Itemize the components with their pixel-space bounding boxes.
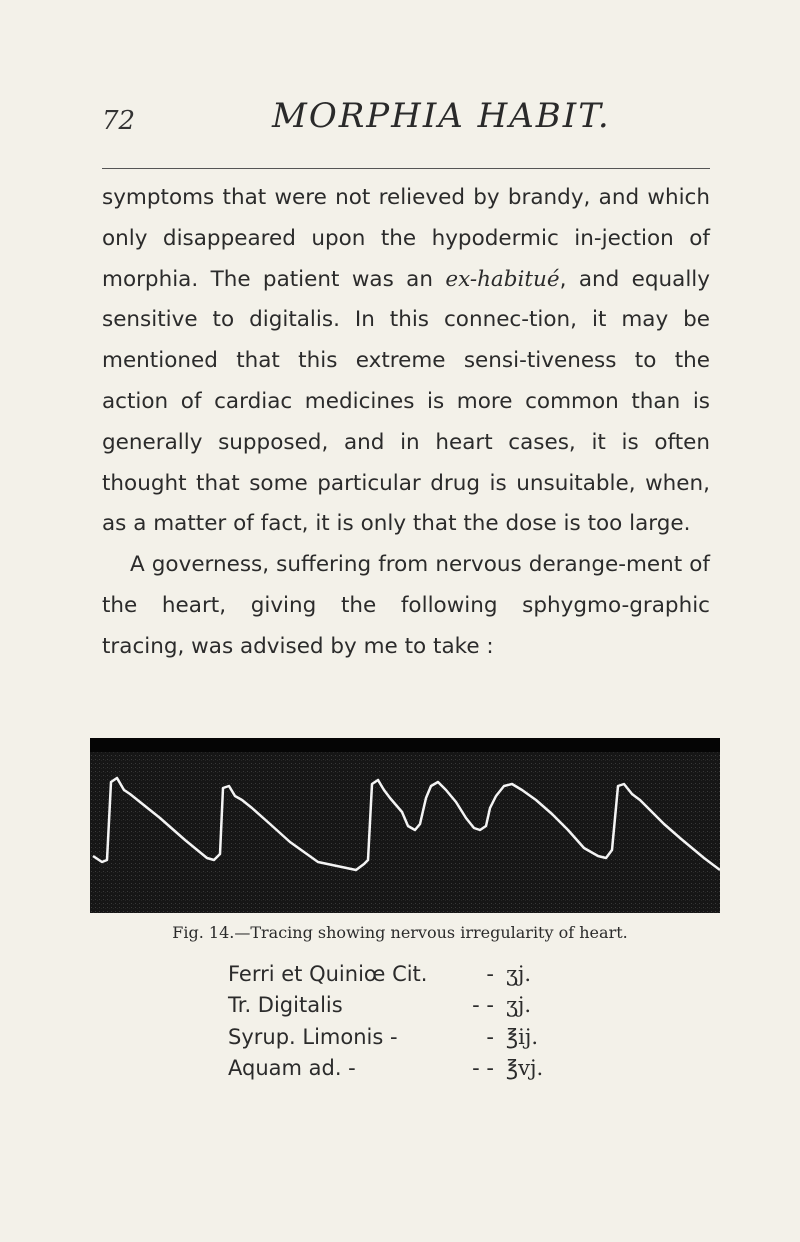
header-rule <box>102 168 710 169</box>
prescription-amount: ʒj. <box>506 961 532 986</box>
prescription-row <box>228 958 628 990</box>
prescription-row <box>228 1021 628 1053</box>
prescription-amount: ʒj. <box>506 993 532 1018</box>
prescription-dash: - <box>486 961 494 986</box>
page-header <box>102 88 722 148</box>
prescription <box>228 958 628 1084</box>
paragraph-2: A governess, suffering from nervous derange-ment of the heart, giving the following sphygmo-graphic tracing, was advised by me to take : <box>102 552 710 659</box>
body-text <box>102 178 710 668</box>
sphygmographic-tracing <box>90 738 720 913</box>
paragraph-1-italic: ex-habitué <box>445 266 560 292</box>
paragraph-1-before: symptoms that were not relieved by brandy, and which only disappeared upon the hypodermic in-jection of morphia. The patient was an <box>102 185 710 292</box>
prescription-row <box>228 990 628 1022</box>
prescription-dash: - - <box>472 1056 494 1081</box>
tracing-background <box>90 738 720 913</box>
prescription-drug: Syrup. Limonis - <box>228 1024 398 1049</box>
prescription-drug: Ferri et Quiniœ Cit. <box>228 961 428 986</box>
figure-caption: Fig. 14.—Tracing showing nervous irregularity of heart. <box>172 923 628 942</box>
paragraph-1-after: , and equally sensitive to digitalis. In this connec-tion, it may be mentioned that this extreme sensi-tiveness to the action of cardiac medicines is more common than is generally supposed, and in heart cases, it is often thought that some particular drug is unsuitable, when, as a matter of fact, it is only that the dose is too large. <box>102 266 710 537</box>
tracing-image <box>90 738 720 913</box>
prescription-amount: ℥ij. <box>506 1024 539 1049</box>
prescription-row <box>228 1053 628 1085</box>
prescription-dash: - - <box>472 993 494 1018</box>
paragraph-1 <box>102 178 710 545</box>
page-number: 72 <box>102 106 136 136</box>
prescription-drug: Tr. Digitalis <box>228 993 343 1018</box>
prescription-drug: Aquam ad. - <box>228 1056 356 1081</box>
prescription-amount: ℥vj. <box>506 1056 544 1081</box>
prescription-dash: - <box>486 1024 494 1049</box>
tracing-top-band <box>90 738 720 752</box>
running-title: MORPHIA HABIT. <box>272 96 611 136</box>
